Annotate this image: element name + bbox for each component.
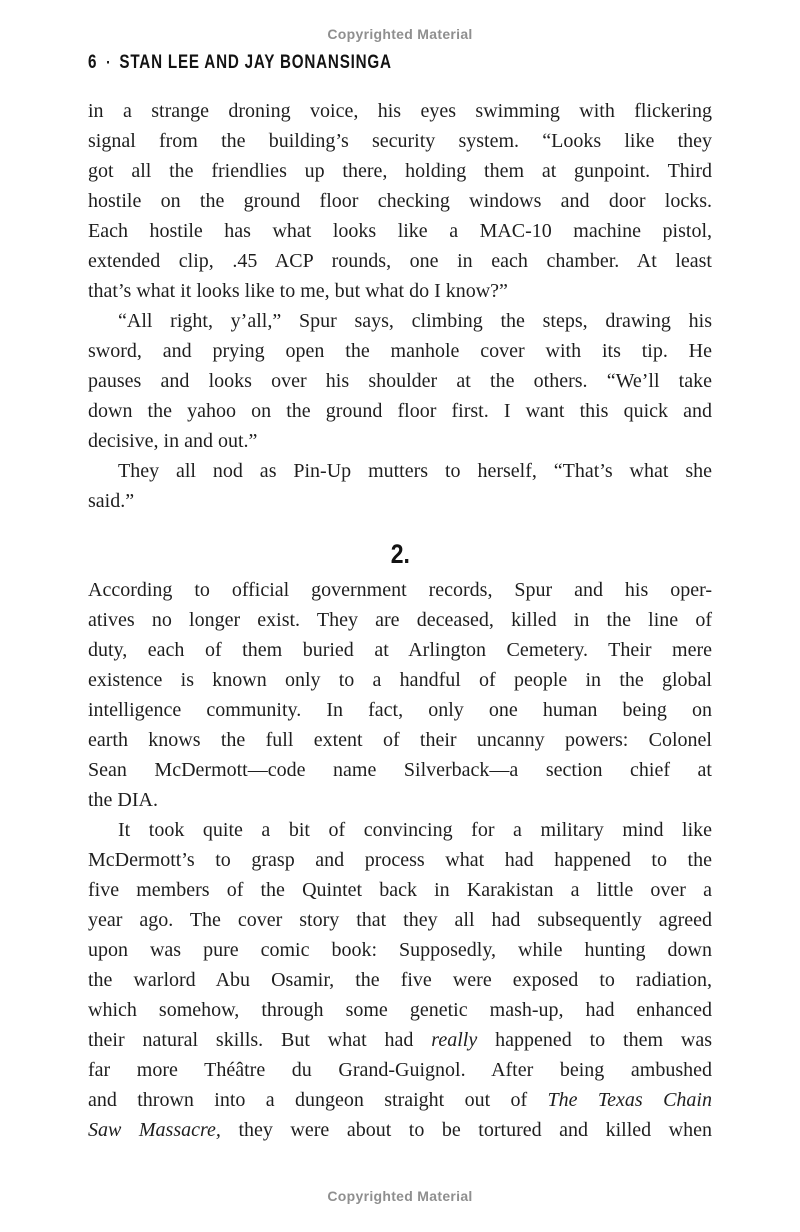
text-segment: the DIA. [88,789,158,811]
text-segment: their natural skills. But what had [88,1029,432,1051]
text-line [88,246,712,276]
text-line [88,995,712,1025]
text-segment: five members of the Quintet back in Karakistan a little over a [88,879,712,901]
text-segment: According to official government records, Spur and his oper- [88,579,712,601]
text-line [88,695,712,725]
text-line [88,905,712,935]
text-line [88,366,712,396]
section-heading [88,538,712,573]
text-line [88,575,712,605]
text-line [88,186,712,216]
text-segment: existence is known only to a handful of people in the global [88,669,712,691]
text-line [88,845,712,875]
text-line [88,456,712,486]
text-segment: far more Théâtre du Grand-Guignol. After being ambushed [88,1059,712,1081]
text-segment: down the yahoo on the ground floor first. I want this quick and [88,400,712,422]
body-text [88,96,712,1145]
paragraph [88,575,712,815]
copyright-notice-bottom: Copyrighted Material [327,1188,473,1204]
text-line [88,605,712,635]
text-line [88,156,712,186]
text-segment: pauses and looks over his shoulder at the others. “We’ll take [88,370,712,392]
page-number: 6 [88,52,98,73]
text-segment: that’s what it looks like to me, but what do I know?” [88,280,508,302]
text-segment: they were about to be tortured and killed when [220,1119,712,1141]
text-segment: duty, each of them buried at Arlington Cemetery. Their mere [88,639,712,661]
italic-text: Saw Massacre, [88,1119,221,1141]
text-segment: extended clip, .45 ACP rounds, one in each chamber. At least [88,250,712,272]
text-segment: It took quite a bit of convincing for a military mind like [118,819,712,841]
text-segment: happened to them was [477,1029,712,1051]
section-number: 2. [390,539,410,569]
italic-text: The Texas Chain [547,1089,712,1111]
text-line [88,216,712,246]
text-line [88,1085,712,1115]
text-line [88,875,712,905]
text-line [88,486,712,516]
text-line [88,126,712,156]
text-line [88,755,712,785]
text-segment: got all the friendlies up there, holding them at gunpoint. Third [88,160,712,182]
text-line [88,426,712,456]
text-segment: the warlord Abu Osamir, the five were exposed to radiation, [88,969,712,991]
text-line [88,1115,712,1145]
text-line [88,785,712,815]
text-segment: Sean McDermott—code name Silverback—a section chief at [88,759,712,781]
text-line [88,635,712,665]
text-segment: hostile on the ground floor checking windows and door locks. [88,190,712,212]
header-separator-dot: · [106,53,111,72]
text-line [88,935,712,965]
text-segment: said.” [88,490,135,512]
text-segment: signal from the building’s security system. “Looks like they [88,130,712,152]
text-segment: They all nod as Pin-Up mutters to herself, “That’s what she [118,460,712,482]
copyright-notice-top: Copyrighted Material [327,26,473,42]
text-line [88,396,712,426]
text-segment: decisive, in and out.” [88,430,258,452]
text-segment: earth knows the full extent of their uncanny powers: Colonel [88,729,712,751]
text-segment: McDermott’s to grasp and process what had happened to the [88,849,712,871]
text-line [88,725,712,755]
text-segment: year ago. The cover story that they all had subsequently agreed [88,909,712,931]
text-segment: “All right, y’all,” Spur says, climbing the steps, drawing his [118,310,712,332]
text-line [88,665,712,695]
text-line [88,306,712,336]
text-segment: which somehow, through some genetic mash-up, had enhanced [88,999,712,1021]
paragraph [88,456,712,516]
text-line [88,276,712,306]
text-segment: intelligence community. In fact, only one human being on [88,699,712,721]
text-line [88,815,712,845]
italic-text: really [431,1029,478,1051]
running-header [88,52,468,74]
text-line [88,1025,712,1055]
text-line [88,965,712,995]
text-segment: and thrown into a dungeon straight out of [88,1089,548,1111]
text-segment: Each hostile has what looks like a MAC-10 machine pistol, [88,220,712,242]
text-segment: in a strange droning voice, his eyes swimming with flickering [88,100,712,122]
text-segment: sword, and prying open the manhole cover with its tip. He [88,340,712,362]
text-line [88,1055,712,1085]
text-segment: atives no longer exist. They are deceased, killed in the line of [88,609,712,631]
paragraph [88,815,712,1145]
running-title: STAN LEE AND JAY BONANSINGA [119,52,392,73]
paragraph [88,306,712,456]
paragraph [88,96,712,306]
text-segment: upon was pure comic book: Supposedly, while hunting down [88,939,712,961]
text-line [88,336,712,366]
text-line [88,96,712,126]
